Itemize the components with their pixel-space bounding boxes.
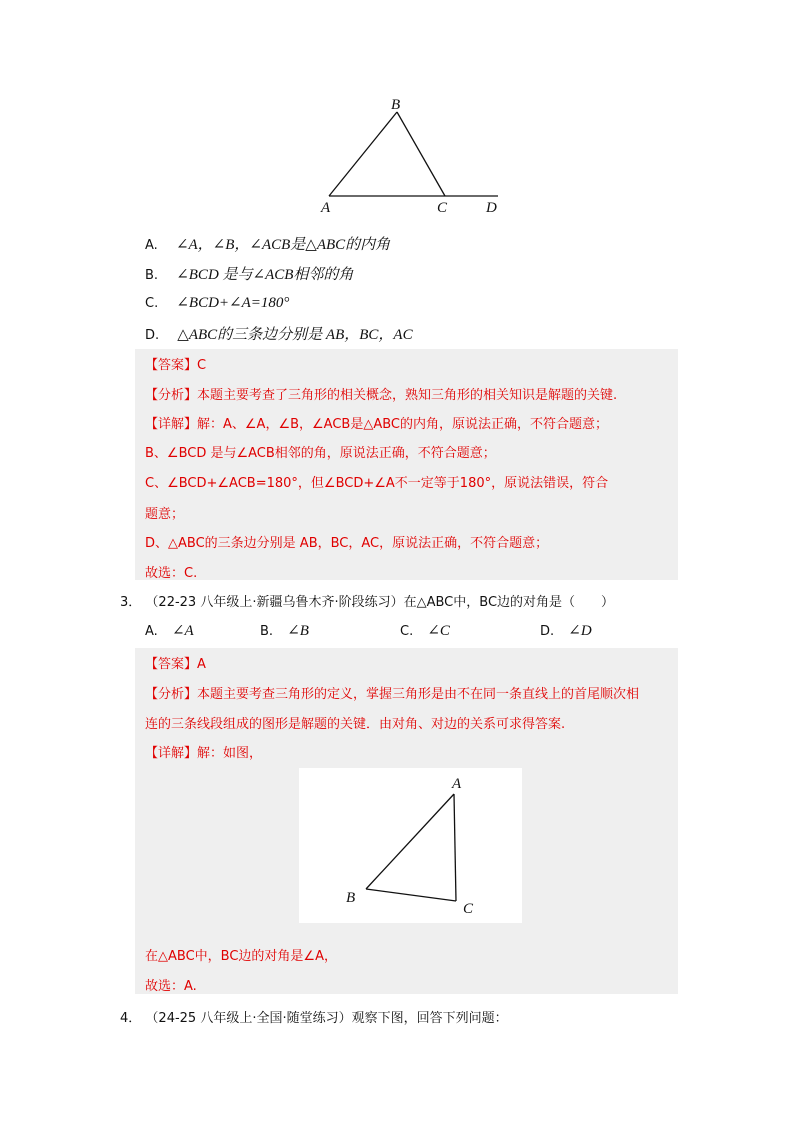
option-text: ∠BCD 是与∠ACB相邻的角	[176, 267, 354, 283]
label-b: B	[391, 97, 401, 113]
q3-detail-result: 在△ABC中，BC边的对角是∠A，	[145, 949, 337, 964]
q2-solution-box	[135, 349, 678, 580]
q3-option-b	[260, 621, 309, 640]
segment-bc	[397, 112, 445, 196]
q3-analysis-1: 【分析】本题主要考查三角形的定义，掌握三角形是由不在同一条直线上的首尾顺次相	[145, 687, 640, 702]
segment-ab	[366, 794, 454, 889]
option-text: ∠C	[427, 623, 450, 639]
segment-ab	[329, 112, 397, 196]
label-c: C	[437, 200, 448, 216]
q2-analysis: 【分析】本题主要考查了三角形的相关概念，熟知三角形的相关知识是解题的关键.	[145, 388, 618, 403]
q3-option-a	[145, 621, 194, 640]
option-letter: B.	[260, 624, 274, 639]
option-letter: C.	[400, 624, 414, 639]
q3-detail-intro: 【详解】解：如图，	[145, 746, 263, 761]
option-letter: B.	[145, 268, 159, 283]
question-text: （24-25 八年级上·全国·随堂练习）观察下图，回答下列问题：	[145, 1011, 508, 1026]
q3-conclusion: 故选：A.	[145, 979, 197, 994]
q3-question	[120, 591, 614, 610]
option-text: ∠B	[287, 623, 309, 639]
q2-option-d	[145, 323, 413, 344]
q2-option-b	[145, 263, 353, 284]
q4-question	[120, 1007, 508, 1026]
option-letter: A.	[145, 624, 158, 639]
q2-detail-1: 【详解】解：A、∠A，∠B，∠ACB是△ABC的内角，原说法正确，不符合题意；	[145, 417, 608, 432]
question-text: （22-23 八年级上·新疆乌鲁木齐·阶段练习）在△ABC中，BC边的对角是（ ）	[145, 595, 615, 610]
option-text: ∠A	[171, 623, 194, 639]
option-letter: C.	[145, 296, 159, 311]
option-letter: D.	[540, 624, 555, 639]
option-text: ∠D	[568, 623, 592, 639]
segment-bc	[366, 889, 456, 901]
question-number: 3．	[120, 595, 142, 610]
triangle-figure-1	[310, 92, 510, 217]
label-c: C	[463, 901, 474, 917]
option-text: ∠A，∠B，∠ACB是△ABC的内角	[175, 237, 391, 253]
q2-conclusion: 故选：C.	[145, 566, 198, 581]
label-d: D	[486, 200, 497, 216]
label-b: B	[346, 890, 356, 906]
q3-analysis-2: 连的三条线段组成的图形是解题的关键．由对角、对边的关系可求得答案.	[145, 717, 566, 732]
option-text: △ABC的三条边分别是 AB，BC，AC	[177, 327, 413, 343]
q3-answer: 【答案】A	[145, 657, 206, 672]
option-letter: D.	[145, 328, 160, 343]
q2-option-c	[145, 293, 289, 312]
label-a: A	[452, 776, 462, 792]
q2-detail-3: C、∠BCD+∠ACB=180°，但∠BCD+∠A不一定等于180°，原说法错误，符合	[145, 476, 609, 491]
segment-ac	[454, 794, 456, 901]
triangle-figure-2	[299, 768, 522, 923]
q2-detail-4: 题意；	[145, 507, 185, 522]
label-a: A	[321, 200, 331, 216]
q3-option-d	[540, 621, 592, 640]
q3-solution-box	[135, 648, 678, 994]
option-text: ∠BCD+∠A=180°	[176, 295, 290, 311]
q3-option-c	[400, 621, 450, 640]
option-letter: A.	[145, 238, 158, 253]
q2-option-a	[145, 233, 390, 254]
q2-answer: 【答案】C	[145, 358, 207, 373]
q2-detail-2: B、∠BCD 是与∠ACB相邻的角，原说法正确，不符合题意；	[145, 446, 496, 461]
question-number: 4．	[120, 1011, 142, 1026]
q2-detail-5: D、△ABC的三条边分别是 AB，BC，AC，原说法正确，不符合题意；	[145, 536, 549, 551]
